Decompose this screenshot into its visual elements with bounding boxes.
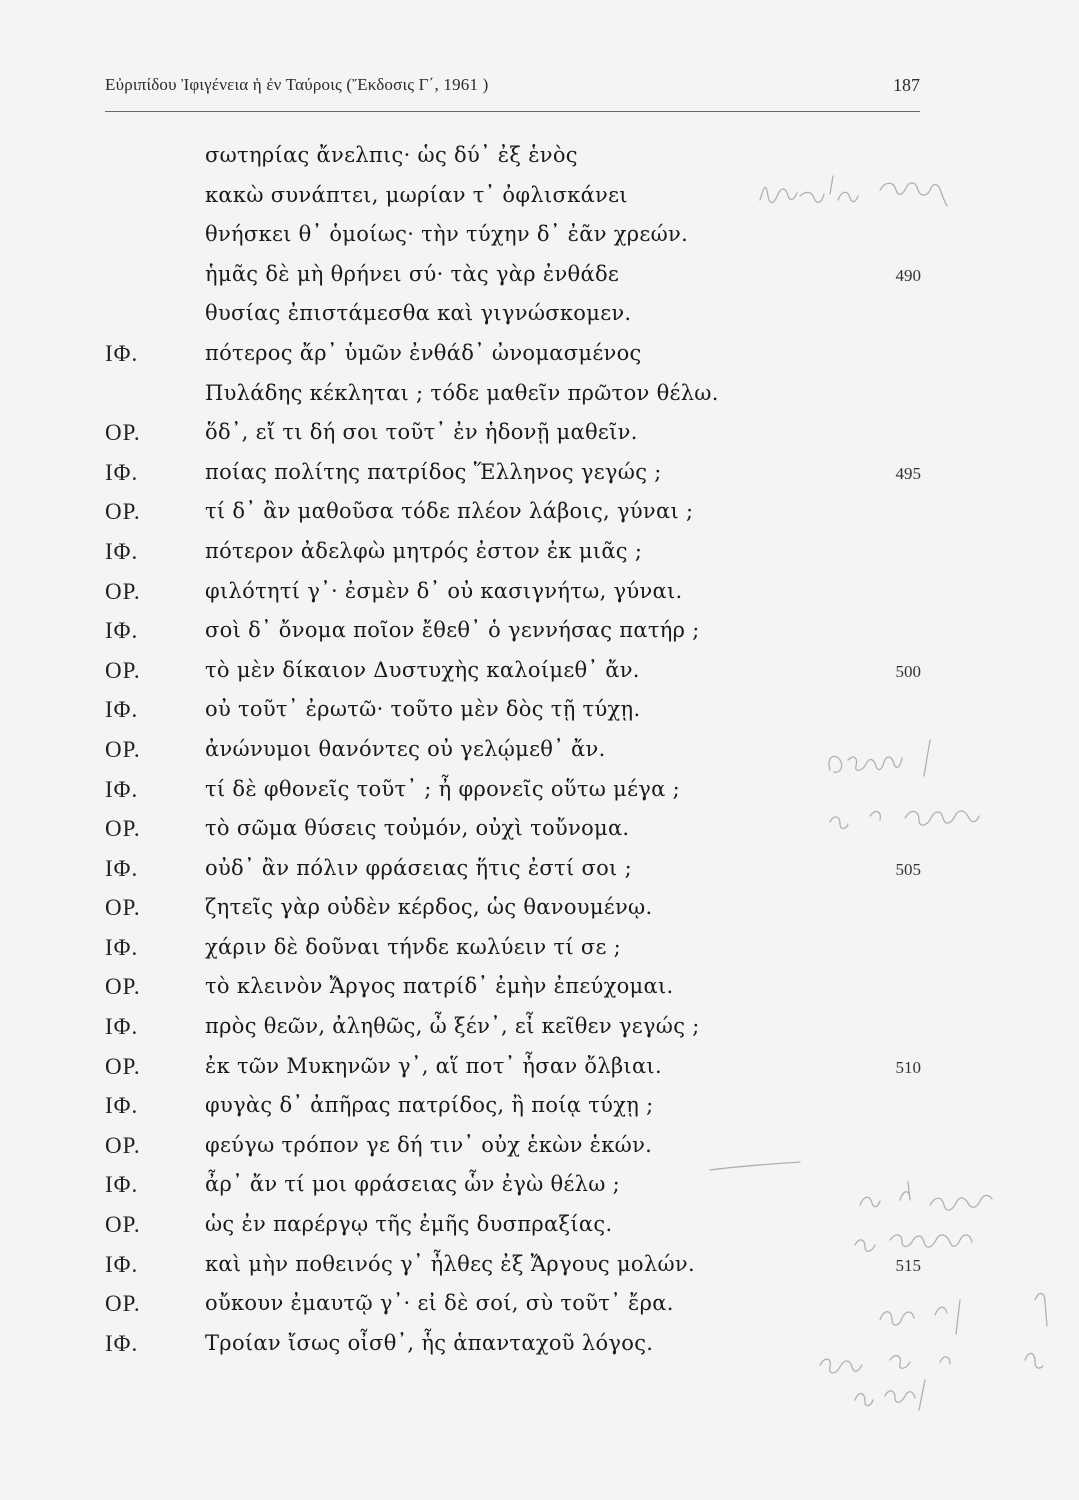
verse-line-text: καὶ μὴν ποθεινός γ᾽ ἦλθες ἐξ Ἄργους μολών. [205,1251,695,1276]
verse-line-text: πρὸς θεῶν, ἀληθῶς, ὦ ξέν᾽, εἶ κεῖθεν γεγώς ; [205,1014,700,1039]
verse-line-text: τί δ᾽ ἂν μαθοῦσα τόδε πλέον λάβοις, γύναι ; [205,499,694,524]
verse-line-text: οὐδ᾽ ἂν πόλιν φράσειας ἥτις ἐστί σοι ; [205,855,632,880]
verse-line [0,301,1079,341]
verse-line-text: ἡμᾶς δὲ μὴ θρήνει σύ· τὰς γὰρ ἐνθάδε [205,261,620,286]
verse-line [0,777,1079,817]
verse-line [0,262,1079,302]
verse-line-text: ζητεῖς γὰρ οὐδὲν κέρδος, ὡς θανουμένῳ. [205,895,653,920]
verse-line-text: φυγὰς δ᾽ ἀπῆρας πατρίδος, ἢ ποίᾳ τύχῃ ; [205,1093,654,1118]
speaker-label: ΟΡ. [105,1291,141,1317]
verse-line-text: ὡς ἐν παρέργῳ τῆς ἐμῆς δυσπραξίας. [205,1212,613,1237]
verse-line-text: χάριν δὲ δοῦναι τήνδε κωλύειν τί σε ; [205,934,622,959]
verse-line [0,697,1079,737]
verse-line-text: ὅδ᾽, εἴ τι δή σοι τοῦτ᾽ ἐν ἡδονῇ μαθεῖν. [205,420,638,445]
speaker-label: ΙΦ. [105,934,139,960]
verse-line-text: φιλότητί γ᾽· ἐσμὲν δ᾽ οὐ κασιγνήτω, γύναι. [205,578,683,603]
line-number: 490 [895,265,921,285]
verse-line [0,1212,1079,1252]
speaker-label: ΟΡ. [105,657,141,683]
speaker-label: ΙΦ. [105,340,139,366]
speaker-label: ΟΡ. [105,420,141,446]
verse-line [0,183,1079,223]
line-number: 510 [895,1057,921,1077]
verse-line [0,420,1079,460]
verse-line [0,895,1079,935]
verse-line-text: κακὼ συνάπτει, μωρίαν τ᾽ ὀφλισκάνει [205,182,628,207]
speaker-label: ΟΡ. [105,816,141,842]
verse-line-text: οὔκουν ἐμαυτῷ γ᾽· εἰ δὲ σοί, σὺ τοῦτ᾽ ἔρα. [205,1291,674,1316]
verse-line [0,1331,1079,1371]
verse-line [0,1172,1079,1212]
verse-line-text: Πυλάδης κέκληται ; τόδε μαθεῖν πρῶτον θέλω. [205,380,719,405]
speaker-label: ΟΡ. [105,736,141,762]
line-number: 495 [895,463,921,483]
speaker-label: ΙΦ. [105,1172,139,1198]
verse-line [0,816,1079,856]
speaker-label: ΙΦ. [105,1014,139,1040]
speaker-label: ΙΦ. [105,1251,139,1277]
speaker-label: ΟΡ. [105,974,141,1000]
line-number: 515 [895,1255,921,1275]
verse-line [0,618,1079,658]
verse-line-text: ἆρ᾽ ἄν τί μοι φράσειας ὧν ἐγὼ θέλω ; [205,1172,621,1197]
verse-line-text: πότερος ἄρ᾽ ὑμῶν ἐνθάδ᾽ ὠνομασμένος [205,340,642,365]
verse-line [0,856,1079,896]
verse-line [0,381,1079,421]
speaker-label: ΙΦ. [105,459,139,485]
verse-line-text: ἐκ τῶν Μυκηνῶν γ᾽, αἵ ποτ᾽ ἦσαν ὄλβιαι. [205,1053,662,1078]
speaker-label: ΙΦ. [105,1093,139,1119]
verse-line-text: τὸ μὲν δίκαιον Δυστυχὴς καλοίμεθ᾽ ἄν. [205,657,640,682]
verse-line [0,579,1079,619]
line-number: 505 [895,859,921,879]
speaker-label: ΙΦ. [105,855,139,881]
verse-line [0,1014,1079,1054]
verse-line [0,737,1079,777]
verse-line-text: Τροίαν ἴσως οἶσθ᾽, ἧς ἁπανταχοῦ λόγος. [205,1330,654,1355]
verse-text-block [0,143,1079,1370]
header-rule [105,111,920,112]
verse-line-text: πότερον ἀδελφὼ μητρός ἐστον ἐκ μιᾶς ; [205,538,643,563]
verse-line-text: τί δὲ φθονεῖς τοῦτ᾽ ; ἦ φρονεῖς οὕτω μέγα ; [205,776,680,801]
speaker-label: ΟΡ. [105,578,141,604]
page-number: 187 [893,75,920,95]
verse-line-text: φεύγω τρόπον γε δή τιν᾽ οὐχ ἑκὼν ἑκών. [205,1132,653,1157]
verse-line [0,539,1079,579]
verse-line-text: ποίας πολίτης πατρίδος Ἕλληνος γεγώς ; [205,459,662,484]
speaker-label: ΙΦ. [105,1330,139,1356]
speaker-label: ΙΦ. [105,697,139,723]
verse-line [0,1054,1079,1094]
verse-line-text: θνήσκει θ᾽ ὁμοίως· τὴν τύχην δ᾽ ἐᾶν χρεών. [205,222,689,247]
speaker-label: ΟΡ. [105,1132,141,1158]
verse-line-text: σωτηρίας ἄνελπις· ὡς δύ᾽ ἐξ ἑνὸς [205,143,578,167]
verse-line-text: θυσίας ἐπιστάμεσθα καὶ γιγνώσκομεν. [205,301,632,326]
speaker-label: ΟΡ. [105,895,141,921]
verse-line-text: τὸ κλεινὸν Ἄργος πατρίδ᾽ ἐμὴν ἐπεύχομαι. [205,974,674,999]
verse-line-text: ἀνώνυμοι θανόντες οὐ γελῴμεθ᾽ ἄν. [205,736,606,761]
running-head [105,75,920,105]
verse-line [0,460,1079,500]
verse-line [0,143,1079,183]
verse-line [0,222,1079,262]
verse-line [0,658,1079,698]
line-number: 500 [895,661,921,681]
speaker-label: ΟΡ. [105,1212,141,1238]
verse-line [0,499,1079,539]
verse-line [0,1252,1079,1292]
verse-line [0,1133,1079,1173]
verse-line [0,974,1079,1014]
verse-line-text: οὐ τοῦτ᾽ ἐρωτῶ· τοῦτο μὲν δὸς τῇ τύχῃ. [205,697,641,722]
verse-line-text: σοὶ δ᾽ ὄνομα ποῖον ἔθεθ᾽ ὁ γεννήσας πατήρ ; [205,618,700,643]
speaker-label: ΟΡ. [105,499,141,525]
running-title: Εὐριπίδου Ἰφιγένεια ἡ ἐν Ταύροις (Ἔκδοσις Γ΄, 1961 ) [105,75,489,94]
speaker-label: ΙΦ. [105,618,139,644]
verse-line-text: τὸ σῶμα θύσεις τοὐμόν, οὐχὶ τοὔνομα. [205,816,630,841]
verse-line [0,341,1079,381]
verse-line [0,1093,1079,1133]
speaker-label: ΙΦ. [105,776,139,802]
speaker-label: ΟΡ. [105,1053,141,1079]
verse-line [0,1291,1079,1331]
verse-line [0,935,1079,975]
speaker-label: ΙΦ. [105,538,139,564]
